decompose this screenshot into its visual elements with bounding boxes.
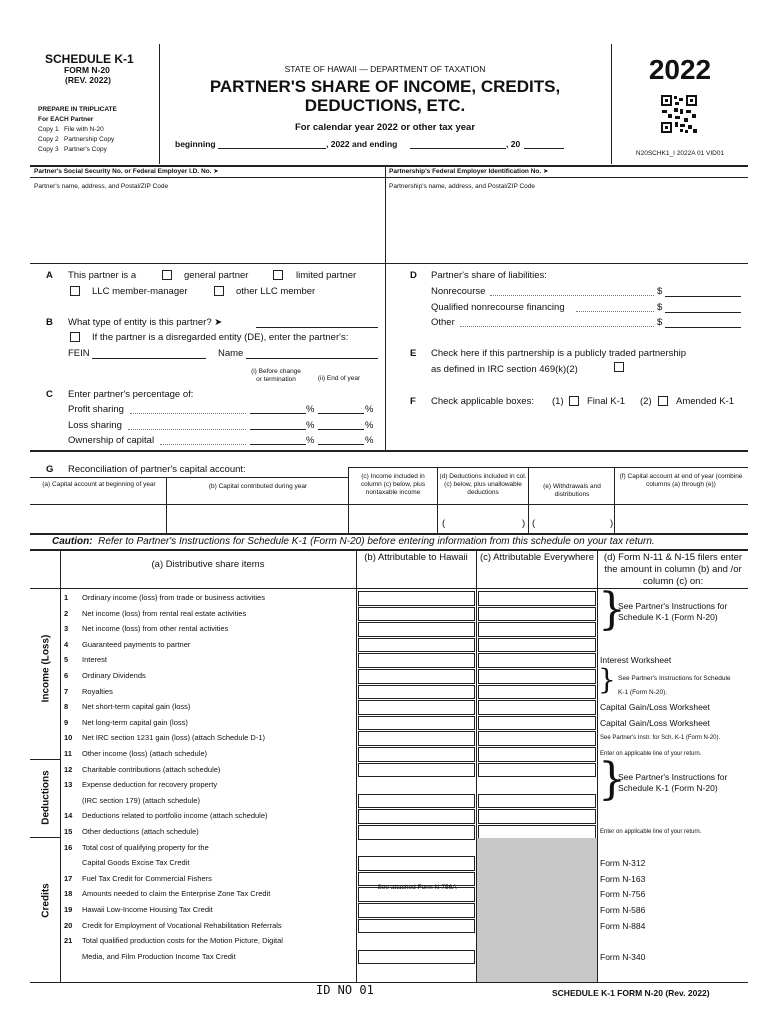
section-a-letter: A	[46, 270, 53, 281]
hawaii-amount-field[interactable]	[358, 950, 475, 965]
pct-sign: %	[365, 404, 374, 415]
hawaii-amount-field[interactable]	[358, 607, 475, 622]
everywhere-amount-field[interactable]	[478, 638, 596, 653]
ptp-checkbox[interactable]	[614, 362, 624, 372]
line-destination: Enter on applicable line of your return.	[600, 829, 702, 835]
line-number: 11	[64, 749, 72, 758]
line-destination: Form N-756	[600, 889, 646, 900]
line-number: 17	[64, 873, 73, 883]
table-row	[0, 840, 770, 856]
pct-sign: %	[365, 435, 374, 446]
footer-form-label: SCHEDULE K-1 FORM N-20 (Rev. 2022)	[552, 988, 710, 998]
line-number: 19	[64, 905, 73, 914]
line-description: (IRC section 179) (attach schedule)	[82, 795, 200, 805]
other-liabilities-field[interactable]	[665, 327, 741, 328]
line-number: 4	[64, 639, 69, 649]
everywhere-amount-field[interactable]	[478, 809, 596, 824]
ownership-label: Ownership of capital	[68, 435, 155, 446]
section-e-text-2: as defined in IRC section 469(k)(2)	[431, 364, 578, 375]
line-description: Net long-term capital gain (loss)	[82, 717, 188, 727]
hawaii-amount-field[interactable]	[358, 669, 475, 684]
de-checkbox[interactable]	[70, 332, 80, 342]
copy-2: Copy 2 Partnership Copy	[38, 136, 115, 143]
limited-partner-label: limited partner	[296, 270, 357, 281]
line-destination: See Partner's Instr. for Sch. K-1 (Form N-20).	[600, 735, 721, 742]
pct-sign: %	[306, 435, 315, 446]
ending-field[interactable]	[410, 148, 506, 149]
final-k1-checkbox[interactable]	[569, 396, 579, 406]
hawaii-amount-field[interactable]	[358, 731, 475, 746]
final-k1-number: (1)	[552, 396, 564, 407]
form-id: N20SCHK1_I 2022A 01 VID01	[635, 150, 725, 157]
hawaii-amount-field[interactable]	[358, 638, 475, 653]
g-col-f: (f) Capital account at end of year (combine columns (a) through (e))	[619, 473, 743, 488]
section-f-text: Check applicable boxes:	[431, 396, 534, 407]
line-number: 20	[64, 920, 73, 930]
line-description: Expense deduction for recovery property	[82, 780, 218, 790]
table-row	[0, 949, 770, 965]
qualified-nonrecourse-label: Qualified nonrecourse financing	[431, 302, 565, 313]
ownership-before-field[interactable]	[250, 444, 306, 445]
agency-label: STATE OF HAWAII — DEPARTMENT OF TAXATION	[284, 64, 486, 74]
section-g-letter: G	[46, 464, 54, 475]
partnership-ein-label: Partnership's Federal Employer Identification No. ➤	[389, 168, 549, 175]
brace-1: }	[598, 584, 626, 635]
pct-sign: %	[306, 404, 315, 415]
line-description: Other income (loss) (attach schedule)	[82, 749, 208, 758]
line-number: 8	[64, 702, 69, 712]
copy-3: Copy 3 Partner's Copy	[38, 146, 107, 153]
profit-sharing-label: Profit sharing	[68, 404, 124, 415]
line-destination: Form N-884	[600, 920, 646, 931]
g-capital-begin-field[interactable]	[32, 506, 164, 532]
hawaii-amount-field[interactable]	[358, 622, 475, 637]
section-d-letter: D	[410, 270, 417, 281]
prepare-label: PREPARE IN TRIPLICATE	[38, 106, 117, 113]
qr-code-icon	[660, 94, 698, 134]
line-description: Fuel Tax Credit for Commercial Fishers	[82, 873, 212, 883]
line-number: 21	[64, 936, 73, 946]
llc-manager-checkbox[interactable]	[70, 286, 80, 296]
everywhere-amount-field[interactable]	[478, 622, 596, 637]
form-title-1: PARTNER'S SHARE OF INCOME, CREDITS,	[209, 77, 561, 96]
llc-manager-label: LLC member-manager	[92, 286, 188, 297]
g-col-a: (a) Capital account at beginning of year	[42, 481, 156, 488]
col-end-of-year: (ii) End of year	[317, 375, 361, 382]
general-partner-checkbox[interactable]	[162, 270, 172, 280]
g-col-e: (e) Withdrawals and distributions	[543, 483, 601, 498]
partnership-address-field[interactable]	[387, 193, 747, 261]
line-number: 18	[64, 889, 73, 899]
section-c-text: Enter partner's percentage of:	[68, 389, 194, 400]
line-destination: Interest Worksheet	[600, 655, 672, 666]
paren-close: )	[610, 518, 614, 529]
qualified-nonrecourse-field[interactable]	[665, 312, 741, 313]
hawaii-amount-field[interactable]	[358, 763, 475, 778]
line-destination: Capital Gain/Loss Worksheet	[600, 717, 710, 728]
de-name-label: Name	[218, 348, 244, 359]
line-description: Credit for Employment of Vocational Rehabilitation Referrals	[82, 920, 282, 930]
section-b-text: What type of entity is this partner? ➤	[68, 317, 223, 328]
table-row	[0, 621, 770, 637]
credits-group-label: Credits	[40, 883, 52, 918]
hawaii-amount-field[interactable]	[358, 825, 475, 840]
shaded-area	[477, 838, 597, 982]
hawaii-amount-field[interactable]	[358, 794, 475, 809]
year-suffix-label: , 20	[506, 139, 521, 149]
deductions-group-label: Deductions	[40, 770, 52, 825]
nonrecourse-label: Nonrecourse	[431, 286, 486, 297]
table-row	[0, 715, 770, 731]
hawaii-amount-field[interactable]	[358, 653, 475, 668]
amended-k1-checkbox[interactable]	[658, 396, 668, 406]
section-d-text: Partner's share of liabilities:	[431, 270, 547, 281]
g-col-b: (b) Capital contributed during year	[208, 483, 308, 490]
dollar-sign: $	[657, 302, 663, 313]
line-description: Ordinary Dividends	[82, 671, 146, 680]
hawaii-amount-field[interactable]	[358, 809, 475, 824]
general-partner-label: general partner	[184, 270, 249, 281]
line-number: 7	[64, 686, 69, 696]
section-f-letter: F	[410, 396, 416, 407]
line-number: 15	[64, 827, 73, 836]
loss-sharing-label: Loss sharing	[68, 420, 122, 431]
de-name-field[interactable]	[246, 358, 378, 359]
table-row	[0, 793, 770, 809]
line-number: 5	[64, 655, 69, 665]
section-g-text: Reconciliation of partner's capital account:	[68, 464, 246, 475]
de-text: If the partner is a disregarded entity (DE), enter the partner's:	[92, 332, 349, 343]
line-number: 6	[64, 671, 69, 680]
table-row	[0, 918, 770, 934]
loss-before-field[interactable]	[250, 429, 306, 430]
line-destination: Form N-340	[600, 951, 646, 962]
line-destination: Form N-586	[600, 905, 646, 915]
table-row	[0, 652, 770, 668]
paren-open: (	[442, 518, 446, 529]
line-description: Interest	[82, 655, 108, 665]
tax-year: 2022	[648, 54, 712, 85]
form-label: FORM N-20	[64, 65, 110, 75]
line-number: 10	[64, 733, 73, 743]
col-before-change: (i) Before change or termination	[251, 368, 301, 383]
section-e-letter: E	[410, 348, 417, 359]
line-description: Hawaii Low-Income Housing Tax Credit	[82, 905, 213, 914]
g-col-c: (c) Income included in column (c) below, plus nontaxable income	[360, 473, 426, 496]
line-number: 3	[64, 624, 69, 634]
other-llc-checkbox[interactable]	[214, 286, 224, 296]
g-capital-end-field[interactable]	[616, 506, 746, 532]
partner-address-label: Partner's name, address, and Postal/ZIP Code	[34, 183, 169, 190]
brace-3-note: See Partner's Instructions for Schedule K-1 (Form N-20)	[618, 772, 728, 793]
line-description: Other deductions (attach schedule)	[82, 827, 199, 836]
income-group-label: Income (Loss)	[40, 634, 52, 703]
everywhere-amount-field[interactable]	[478, 763, 596, 778]
table-row	[0, 637, 770, 653]
hawaii-amount-field[interactable]	[358, 591, 475, 606]
ownership-end-field[interactable]	[318, 444, 364, 445]
col-a-header: (a) Distributive share items	[151, 559, 265, 570]
line-number: 14	[64, 811, 73, 821]
partner-address-field[interactable]	[32, 193, 382, 261]
g-deductions-field[interactable]	[439, 506, 527, 532]
paren-open: (	[532, 518, 536, 529]
section-b-letter: B	[46, 317, 53, 328]
line-description: Total qualified production costs for the Motion Picture, Digital	[82, 936, 283, 946]
table-row	[0, 808, 770, 824]
line-description: Royalties	[82, 686, 113, 696]
everywhere-amount-field[interactable]	[478, 794, 596, 809]
line-description: Ordinary income (loss) from trade or business activities	[82, 593, 265, 602]
everywhere-amount-field[interactable]	[478, 731, 596, 746]
table-row	[0, 902, 770, 918]
other-liabilities-label: Other	[431, 317, 455, 328]
everywhere-amount-field[interactable]	[478, 716, 596, 731]
form-title-2: DEDUCTIONS, ETC.	[304, 96, 466, 115]
hawaii-amount-field[interactable]	[358, 903, 475, 918]
line-destination: Form N-163	[600, 873, 646, 884]
hawaii-amount-field[interactable]	[358, 700, 475, 715]
final-k1-label: Final K-1	[587, 396, 626, 407]
line-description: Amounts needed to claim the Enterprise Zone Tax Credit	[82, 889, 271, 899]
rev-label: (REV. 2022)	[65, 75, 111, 85]
col-d-header: (d) Form N-11 & N-15 filers enter the amount in column (b) and /or column (c) on:	[603, 552, 743, 587]
line-description: Media, and Film Production Income Tax Credit	[82, 951, 236, 961]
hawaii-amount-field[interactable]	[358, 919, 475, 934]
entity-type-field[interactable]	[256, 327, 378, 328]
g-col-d: (d) Deductions included in col. (c) below, plus unallowable deductions	[439, 473, 527, 496]
hawaii-amount-field[interactable]	[358, 716, 475, 731]
line-description: Net short-term capital gain (loss)	[82, 702, 191, 712]
limited-partner-checkbox[interactable]	[273, 270, 283, 280]
table-row	[0, 746, 770, 762]
beginning-field[interactable]	[218, 148, 326, 149]
paren-close: )	[522, 518, 526, 529]
line-description: Net income (loss) from other rental activities	[82, 624, 229, 634]
amended-k1-number: (2)	[640, 396, 652, 407]
hawaii-amount-field[interactable]	[358, 856, 475, 871]
table-row	[0, 855, 770, 871]
see-attached-note: See attached Form N-756A	[377, 884, 457, 891]
brace-2: }	[598, 663, 616, 696]
line-destination: Enter on applicable line of your return.	[600, 751, 702, 757]
hawaii-amount-field[interactable]	[358, 685, 475, 700]
line-number: 2	[64, 608, 69, 618]
partner-ssn-label: Partner's Social Security No. or Federal Employer I.D. No. ➤	[34, 168, 219, 175]
table-row	[0, 933, 770, 949]
everywhere-amount-field[interactable]	[478, 591, 596, 606]
amended-k1-label: Amended K-1	[676, 396, 735, 407]
everywhere-amount-field[interactable]	[478, 669, 596, 684]
everywhere-amount-field[interactable]	[478, 700, 596, 715]
id-number: ID NO 01	[316, 983, 374, 997]
section-e-text-1: Check here if this partnership is a publicly traded partnership	[431, 348, 687, 359]
section-c-letter: C	[46, 389, 53, 400]
col-b-header: (b) Attributable to Hawaii	[364, 552, 468, 563]
line-destination: Capital Gain/Loss Worksheet	[600, 702, 710, 713]
line-description: Net IRC section 1231 gain (loss) (attach Schedule D-1)	[82, 733, 266, 743]
line-number: 12	[64, 764, 73, 774]
table-row	[0, 699, 770, 715]
col-c-header: (c) Attributable Everywhere	[479, 552, 595, 563]
ending-year-field[interactable]	[524, 148, 564, 149]
partnership-address-label: Partnership's name, address, and Postal/ZIP Code	[389, 183, 536, 190]
line-description: Capital Goods Excise Tax Credit	[82, 858, 190, 868]
line-description: Charitable contributions (attach schedule)	[82, 764, 221, 774]
calendar-label: For calendar year 2022 or other tax year	[294, 122, 476, 133]
g-withdrawals-field[interactable]	[530, 506, 614, 532]
line-description: Deductions related to portfolio income (attach schedule)	[82, 811, 268, 821]
everywhere-amount-field[interactable]	[478, 747, 596, 762]
brace-2-note: See Partner's Instructions for Schedule K-1 (Form N-20).	[618, 675, 731, 696]
line-description: Net income (loss) from rental real estate activities	[82, 608, 247, 618]
brace-1-note: See Partner's Instructions for Schedule K-1 (Form N-20)	[618, 601, 728, 622]
beginning-label: beginning	[175, 139, 216, 149]
line-number: 13	[64, 780, 73, 790]
line-destination: Form N-312	[600, 858, 646, 869]
brace-3: }	[598, 754, 626, 805]
profit-before-field[interactable]	[250, 413, 306, 414]
copy-1: Copy 1 File with N-20	[38, 126, 104, 133]
fein-label: FEIN	[68, 348, 90, 359]
ending-label: , 2022 and ending	[326, 139, 398, 149]
caution-note: Caution: Refer to Partner's Instructions for Schedule K-1 (Form N-20) before entering information from this schedule on your tax return.	[52, 536, 655, 547]
other-llc-label: other LLC member	[236, 286, 316, 297]
dollar-sign: $	[657, 317, 663, 328]
section-a-text: This partner is a	[68, 270, 137, 281]
everywhere-amount-field[interactable]	[478, 607, 596, 622]
line-number: 16	[64, 842, 73, 852]
g-income-field[interactable]	[350, 506, 436, 532]
line-description: Total cost of qualifying property for the	[82, 842, 209, 852]
profit-end-field[interactable]	[318, 413, 364, 414]
line-number: 9	[64, 717, 69, 727]
line-description: Guaranteed payments to partner	[82, 639, 191, 649]
everywhere-amount-field[interactable]	[478, 653, 596, 668]
everywhere-amount-field[interactable]	[478, 685, 596, 700]
dollar-sign: $	[657, 286, 663, 297]
loss-end-field[interactable]	[318, 429, 364, 430]
pct-sign: %	[306, 420, 315, 431]
g-contributed-field[interactable]	[168, 506, 346, 532]
line-number: 1	[64, 593, 69, 602]
table-row	[0, 730, 770, 746]
pct-sign: %	[365, 420, 374, 431]
fein-field[interactable]	[92, 358, 206, 359]
hawaii-amount-field[interactable]	[358, 747, 475, 762]
nonrecourse-field[interactable]	[665, 296, 741, 297]
table-row	[0, 824, 770, 840]
for-each-label: For EACH Partner	[38, 116, 94, 123]
schedule-label: SCHEDULE K-1	[45, 52, 134, 66]
